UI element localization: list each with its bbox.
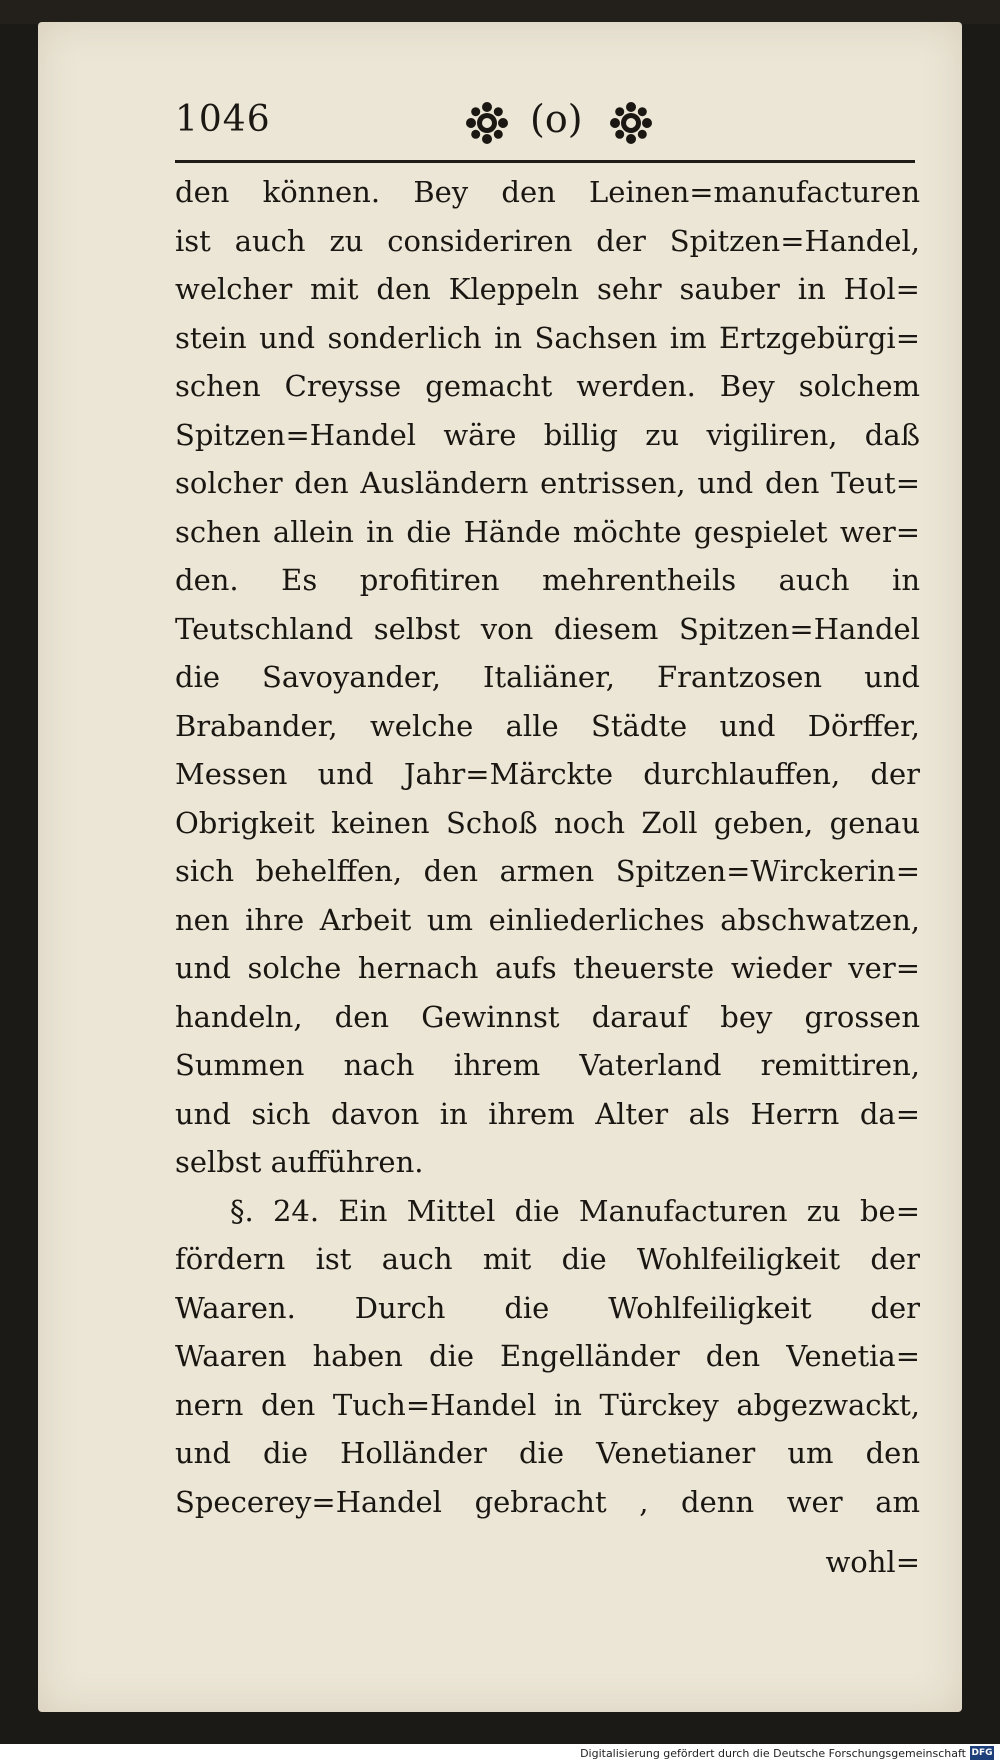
text-line: und solche hernach aufs theuerste wieder ver= <box>175 951 920 985</box>
header-rule <box>175 160 915 163</box>
text-line: sich behelffen, den armen Spitzen=Wirckerin= <box>175 854 920 888</box>
text-line: solcher den Ausländern entrissen, und den Teut= <box>175 466 920 500</box>
text-line: und sich davon in ihrem Alter als Herrn da= <box>175 1096 920 1131</box>
text-line: handeln, den Gewinnst darauf bey grossen <box>175 999 920 1034</box>
text-line: nern den Tuch=Handel in Türckey abgezwackt, <box>175 1387 920 1422</box>
dfg-logo: DFG <box>971 1748 993 1758</box>
scan-border <box>0 0 1000 24</box>
text-line: Obrigkeit keinen Schoß noch Zoll geben, genau <box>175 805 920 840</box>
text-line: Brabander, welche alle Städte und Dörffer, <box>175 708 920 743</box>
body-text <box>175 168 920 1526</box>
page-header <box>175 95 915 155</box>
text-line: Waaren haben die Engelländer den Venetia= <box>175 1339 920 1373</box>
text-line: den. Es profitiren mehrentheils auch in <box>175 563 920 597</box>
text-line: stein und sonderlich in Sachsen im Ertzgebürgi= <box>175 320 920 355</box>
text-line: nen ihre Arbeit um einliederliches abschwatzen, <box>175 902 920 937</box>
text-line: den können. Bey den Leinen=manufacturen <box>175 175 920 209</box>
text-line: schen allein in die Hände möchte gespielet wer= <box>175 514 920 549</box>
flower-ornament-icon <box>609 101 653 145</box>
text-line: selbst aufführen. <box>175 1145 424 1179</box>
flower-ornament-icon <box>465 101 509 145</box>
signature-mark: (o) <box>530 97 583 141</box>
text-line: Messen und Jahr=Märckte durchlauffen, der <box>175 757 920 791</box>
text-line: Spitzen=Handel wäre billig zu vigiliren, daß <box>175 417 920 452</box>
text-line: die Savoyander, Italiäner, Frantzosen und <box>175 660 920 694</box>
text-line: fördern ist auch mit die Wohlfeiligkeit der <box>175 1242 920 1276</box>
text-line: ist auch zu consideriren der Spitzen=Handel, <box>175 223 920 258</box>
text-line: welcher mit den Kleppeln sehr sauber in Hol= <box>175 272 920 306</box>
footer-credit: Digitalisierung gefördert durch die Deutsche Forschungsgemeinschaft <box>580 1747 966 1760</box>
page-number: 1046 <box>175 99 271 140</box>
text-line: Specerey=Handel gebracht , denn wer am <box>175 1484 920 1519</box>
text-line: schen Creysse gemacht werden. Bey solchem <box>175 369 920 403</box>
section-heading-line: §. 24. Ein Mittel die Manufacturen zu be= <box>230 1193 920 1228</box>
catchword: wohl= <box>825 1545 920 1579</box>
text-line: Summen nach ihrem Vaterland remittiren, <box>175 1048 920 1082</box>
text-line: Teutschland selbst von diesem Spitzen=Handel <box>175 611 920 646</box>
text-line: und die Holländer die Venetianer um den <box>175 1436 920 1470</box>
text-line: Waaren. Durch die Wohlfeiligkeit der <box>175 1290 920 1325</box>
